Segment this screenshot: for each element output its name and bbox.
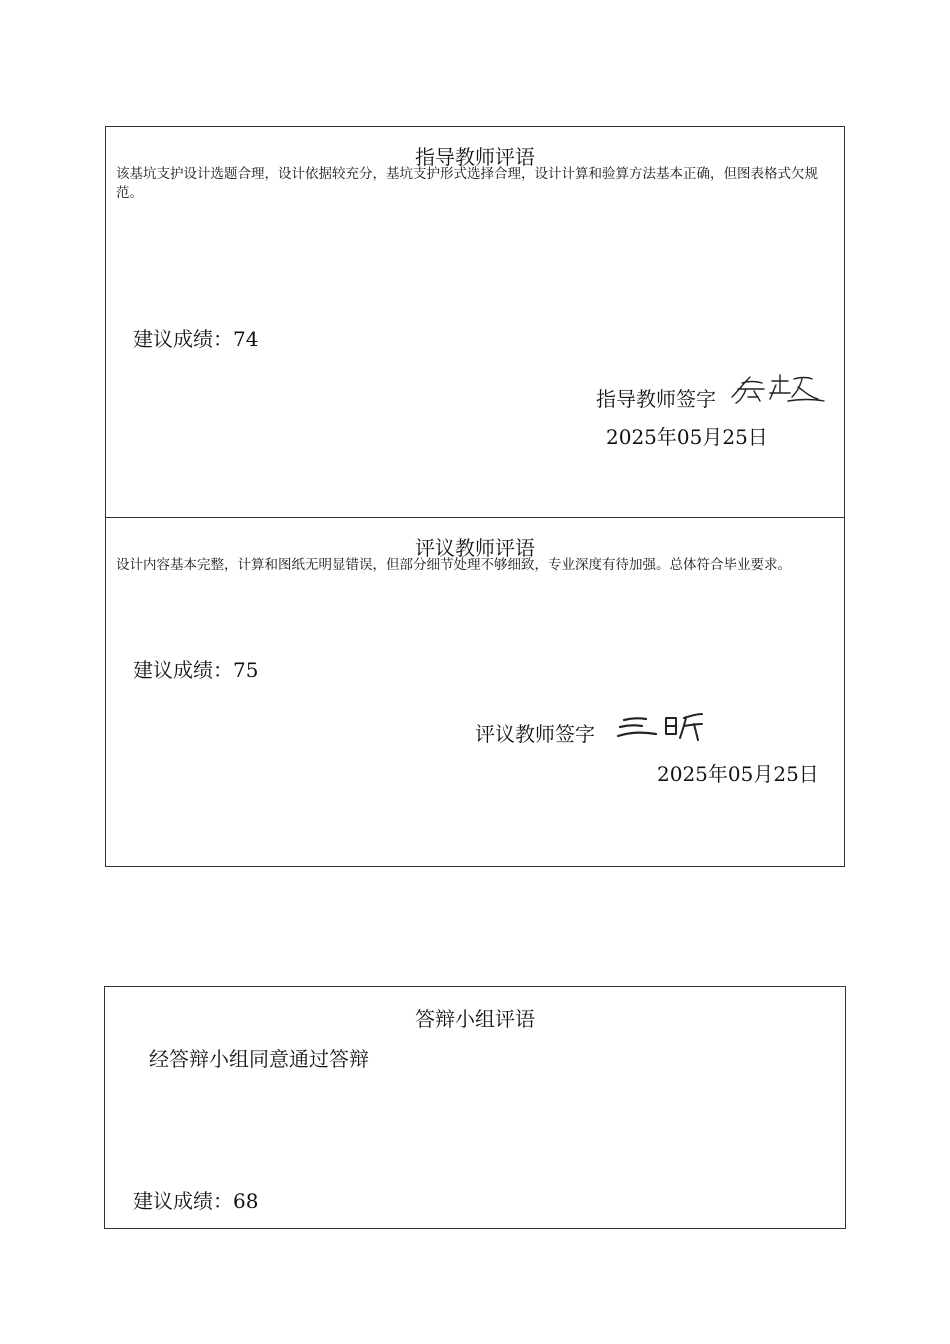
defense-heading: 答辩小组评语 — [415, 1007, 535, 1031]
advisor-date: 2025年05月25日 — [606, 425, 768, 449]
advisor-comment-box — [105, 126, 845, 518]
reviewer-signature-label: 评议教师签字 — [475, 722, 595, 746]
reviewer-heading: 评议教师评语 — [415, 536, 535, 560]
reviewer-suggested-grade: 建议成绩：75 — [133, 658, 259, 682]
defense-suggested-grade: 建议成绩：68 — [133, 1189, 259, 1213]
advisor-heading: 指导教师评语 — [415, 145, 535, 169]
advisor-handwritten-signature — [728, 371, 828, 407]
reviewer-date: 2025年05月25日 — [657, 762, 819, 786]
reviewer-comment-box — [105, 517, 845, 867]
reviewer-comment-text: 设计内容基本完整，计算和图纸无明显错误，但部分细节处理不够细致，专业深度有待加强。总体符合毕业要求。 — [116, 557, 791, 573]
advisor-comment-text: 该基坑支护设计选题合理，设计依据较充分，基坑支护形式选择合理，设计计算和验算方法基本正确，但图表格式欠规范。 — [116, 166, 818, 201]
defense-comment-box — [104, 986, 846, 1229]
reviewer-handwritten-signature — [614, 710, 706, 744]
defense-comment-text: 经答辩小组同意通过答辩 — [149, 1047, 369, 1071]
advisor-suggested-grade: 建议成绩：74 — [133, 327, 259, 351]
advisor-signature-label: 指导教师签字 — [596, 387, 716, 411]
